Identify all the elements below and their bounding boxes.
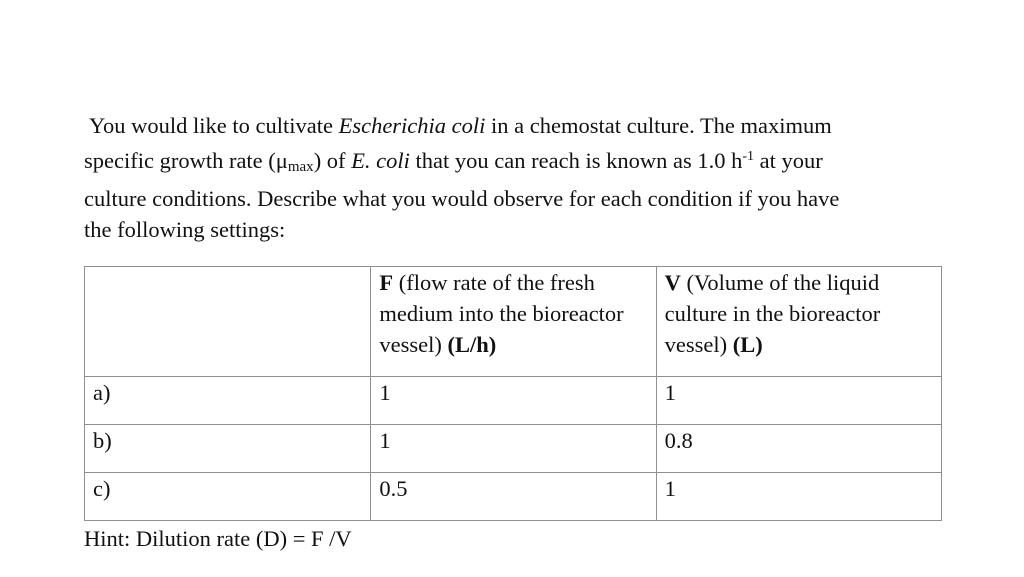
question-line-3: culture conditions. Describe what you would observe for each condition if you have — [84, 186, 840, 211]
header-empty-cell — [85, 267, 371, 377]
question-line-1 — [84, 110, 934, 141]
volume-value: 1 — [656, 473, 941, 521]
organism-name: Escherichia coli — [338, 113, 486, 138]
question-line-2 — [84, 141, 934, 183]
flow-rate-unit: (L/h) — [447, 332, 497, 357]
question-text-segment: ) of — [313, 148, 352, 173]
mu-max-subscript: max — [287, 159, 314, 175]
volume-unit: (L) — [732, 332, 763, 357]
row-label: b) — [85, 425, 371, 473]
question-text-segment: specific growth rate (μ — [84, 148, 288, 173]
question-text — [84, 110, 934, 245]
organism-abbrev: E. coli — [351, 148, 410, 173]
dilution-rate-hint: Hint: Dilution rate (D) = F /V — [84, 526, 352, 551]
volume-value: 0.8 — [656, 425, 941, 473]
flow-rate-value: 1 — [371, 377, 656, 425]
question-text-segment: in a chemostat culture. The maximum — [485, 113, 832, 138]
header-flow-rate — [371, 267, 656, 377]
question-line-4: the following settings: — [84, 217, 286, 242]
table-header-row — [85, 267, 942, 377]
question-text-segment: that you can reach is known as 1.0 h — [409, 148, 743, 173]
flow-rate-description: (flow rate of the fresh medium into the bioreactor vessel) — [379, 270, 624, 357]
flow-rate-value: 0.5 — [371, 473, 656, 521]
flow-rate-symbol: F — [379, 270, 394, 295]
table-row — [85, 377, 942, 425]
row-label: c) — [85, 473, 371, 521]
question-text-segment: at your — [754, 148, 823, 173]
flow-rate-value: 1 — [371, 425, 656, 473]
row-label: a) — [85, 377, 371, 425]
settings-table — [84, 266, 942, 521]
question-text-segment: You would like to cultivate — [89, 113, 339, 138]
volume-description: (Volume of the liquid culture in the bioreactor vessel) — [664, 270, 881, 357]
unit-superscript: -1 — [742, 149, 755, 164]
table-row — [85, 425, 942, 473]
volume-value: 1 — [656, 377, 941, 425]
volume-symbol: V — [664, 270, 681, 295]
table-row — [85, 473, 942, 521]
header-volume — [656, 267, 941, 377]
